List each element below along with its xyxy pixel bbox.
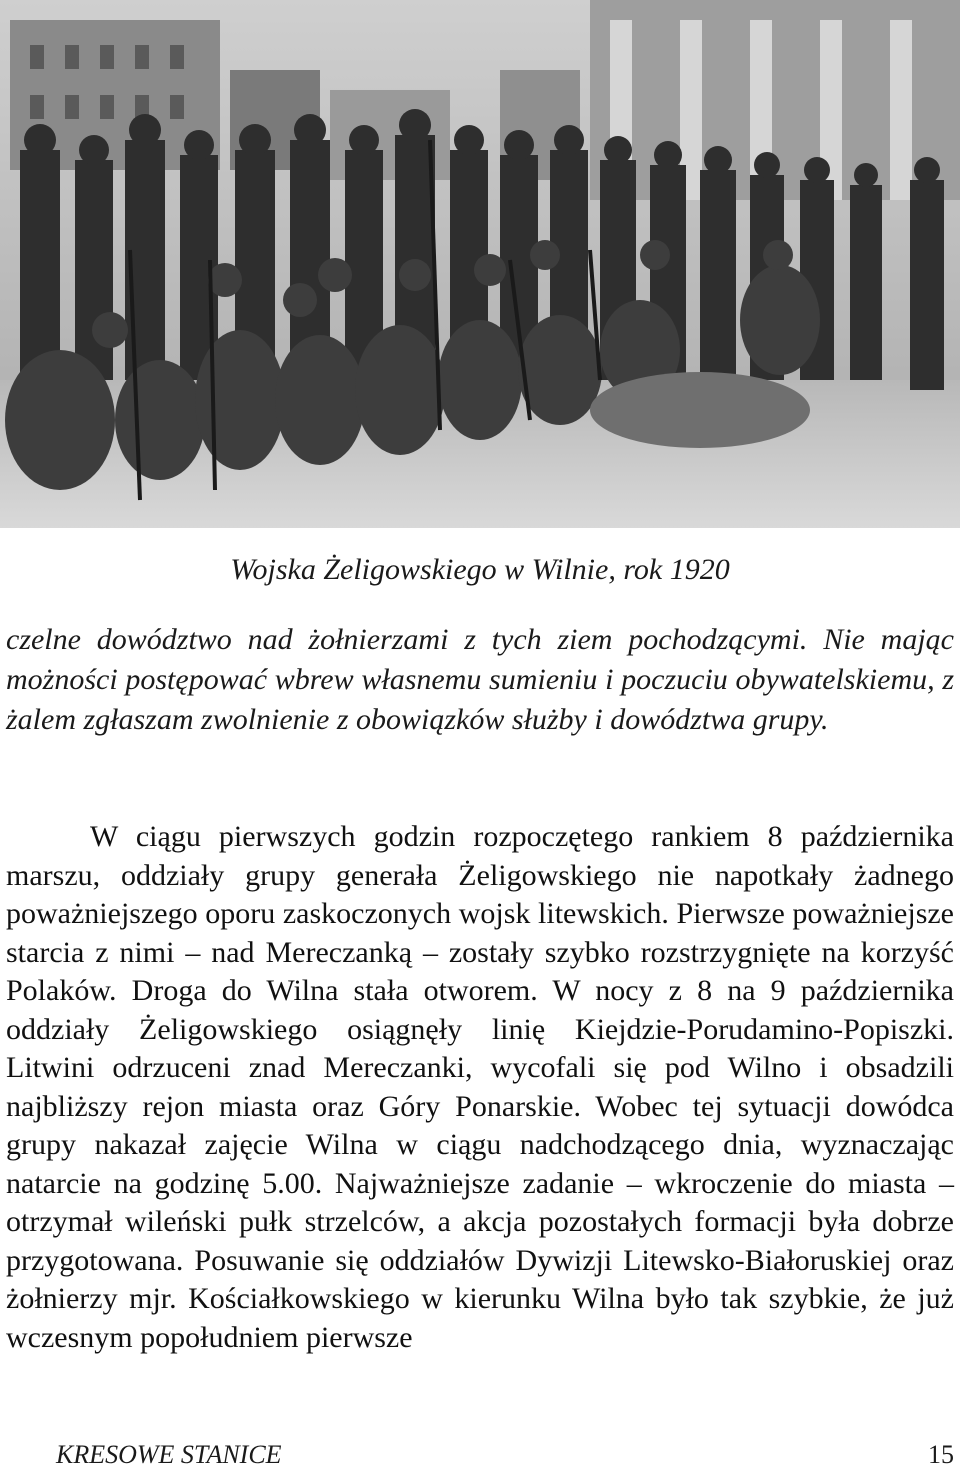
- photo-caption: Wojska Żeligowskiego w Wilnie, rok 1920: [230, 553, 730, 586]
- sand-mound: [590, 372, 810, 448]
- quote-paragraph: czelne dowództwo nad żołnierzami z tych ziem pochodzącymi. Nie mając możności postępować wbrew własnemu sumieniu i poczuciu obywatelskiemu, z żalem zgłaszam zwolnienie z obowiązków służby i dowództwa grupy.: [6, 623, 954, 736]
- historical-photo: [0, 0, 960, 528]
- body-paragraph: W ciągu pierwszych godzin rozpoczętego rankiem 8 października marszu, oddziały grupy generała Żeligowskiego nie napotkały żadnego poważniejszego oporu zaskoczonych wojsk litewskich. Pierwsze poważniejsze starcia z nimi – nad Mereczanką – zostały szybko rozstrzygnięte na korzyść Polaków. Droga do Wilna stała otworem. W nocy z 8 na 9 października oddziały Żeligowskiego osiągnęły linię Kiejdzie-Porudamino-Popiszki. Litwini odrzuceni znad Mereczanki, wycofali się pod Wilno i obsadzili najbliższy rejon miasta oraz Góry Ponarskie. Wobec tej sytuacji dowódca grupy nakazał zajęcie Wilna w ciągu nadchodzącego dnia, wyznaczając natarcie na godzinę 5.00. Najważniejsze zadanie – wkroczenie do miasta – otrzymał wileński pułk strzelców, a akcja pozostałych formacji była dobrze przygotowana. Posuwanie się oddziałów Dywizji Litewsko-Białoruskiej oraz żołnierzy mjr. Kościałkowskiego w kierunku Wilna było tak szybkie, że już wczesnym popołudniem pierwsze: [6, 820, 954, 1354]
- photo-illustration: [0, 0, 960, 528]
- footer-publication-title: KRESOWE STANICE: [56, 1440, 282, 1469]
- page-number: 15: [928, 1440, 954, 1469]
